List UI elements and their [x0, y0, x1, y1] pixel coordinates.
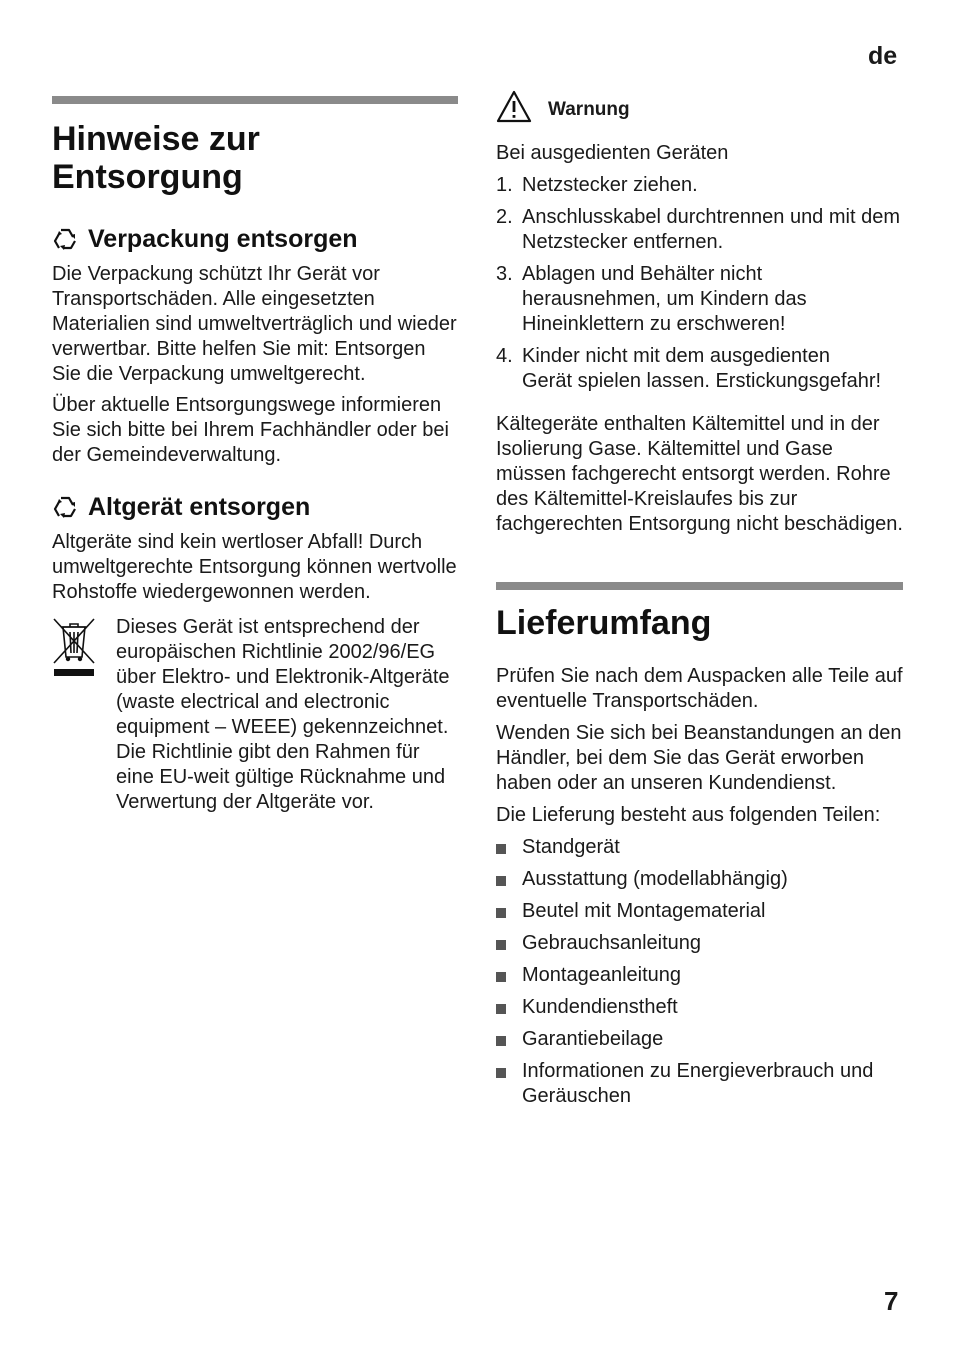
- list-item: [496, 995, 903, 1020]
- old-appliance-heading-text: Altgerät entsorgen: [88, 493, 311, 521]
- list-item: [496, 262, 903, 337]
- warning-intro: Bei ausgedienten Geräten: [496, 142, 729, 164]
- bullet-square-icon: [496, 931, 522, 956]
- bullet-square-icon: [496, 835, 522, 860]
- step-number: 2.: [496, 206, 513, 228]
- item-text: Kundendienstheft: [522, 996, 678, 1018]
- left-column: [52, 96, 458, 815]
- weee-text: Dieses Gerät ist entsprechend der europäischen Richtlinie 2002/96/EG über Elektro- und Elektronik-Altgeräte (waste electrical and electronic equipment – WEEE) gekennzeichnet. Die Richtlinie gibt den Rahmen für eine EU-weit gültige Rücknahme und Verwertung der Altgeräte vor.: [116, 616, 450, 813]
- delivery-paragraph-3: Die Lieferung besteht aus folgenden Teilen:: [496, 804, 881, 826]
- delivery-items: [496, 835, 903, 1109]
- recycle-icon: [52, 226, 78, 252]
- warning-steps: [496, 173, 903, 394]
- bullet-square-icon: [496, 963, 522, 988]
- warning-heading: [496, 90, 903, 123]
- list-item: [496, 835, 903, 860]
- recycle-icon: [52, 494, 78, 520]
- weee-icon-wrap: [52, 615, 116, 815]
- bullet-square-icon: [496, 899, 522, 924]
- list-item: [496, 1059, 903, 1109]
- list-item: [496, 344, 903, 394]
- list-item: [496, 1027, 903, 1052]
- bullet-square-icon: [496, 995, 522, 1020]
- item-text: Gebrauchsanleitung: [522, 932, 702, 954]
- list-item: [496, 963, 903, 988]
- step-text: Kinder nicht mit dem ausgedienten Gerät spielen lassen. Erstickungsgefahr!: [522, 345, 882, 392]
- delivery-paragraph-2: Wenden Sie sich bei Beanstandungen an den Händler, bei dem Sie das Gerät erworben haben oder an unseren Kundendienst.: [496, 722, 902, 794]
- step-number: 3.: [496, 263, 513, 285]
- step-text: Ablagen und Behälter nicht herausnehmen, um Kindern das Hineinklettern zu erschweren!: [522, 263, 807, 335]
- item-text: Standgerät: [522, 836, 620, 858]
- packaging-heading: [52, 224, 458, 254]
- item-text: Garantiebeilage: [522, 1028, 664, 1050]
- weee-notice: [52, 615, 458, 815]
- crossed-bin-icon: [52, 615, 96, 677]
- item-text: Ausstattung (modellabhängig): [522, 868, 788, 890]
- item-text: Informationen zu Energieverbrauch und Geräuschen: [522, 1060, 874, 1107]
- language-indicator: de: [868, 42, 898, 70]
- bullet-square-icon: [496, 1059, 522, 1109]
- section-rule: [496, 582, 903, 590]
- warning-triangle-icon: [496, 90, 532, 123]
- right-column: [496, 90, 903, 1116]
- refrigerant-paragraph: Kältegeräte enthalten Kältemittel und in der Isolierung Gase. Kältemittel und Gase müssen fachgerecht entsorgt werden. Rohre des Kältemittel-Kreislaufes bis zur fachgerechten Entsorgung nicht beschädigen.: [496, 413, 903, 535]
- section-rule: [52, 96, 458, 104]
- step-text: Netzstecker ziehen.: [522, 174, 698, 196]
- warning-label: Warnung: [548, 99, 630, 120]
- packaging-paragraph-1: Die Verpackung schützt Ihr Gerät vor Transportschäden. Alle eingesetzten Materialien sind umweltverträglich und wieder verwertbar. Bitte helfen Sie mit: Entsorgen Sie die Verpackung umweltgerecht.: [52, 263, 457, 385]
- delivery-title: Lieferumfang: [496, 604, 712, 642]
- item-text: Montageanleitung: [522, 964, 682, 986]
- list-item: [496, 205, 903, 255]
- list-item: [496, 867, 903, 892]
- step-number: 4.: [496, 345, 513, 367]
- packaging-paragraph-2: Über aktuelle Entsorgungswege informieren Sie sich bitte bei Ihrem Fachhändler oder bei der Gemeindeverwaltung.: [52, 394, 449, 466]
- disposal-title: Hinweise zur Entsorgung: [52, 120, 260, 196]
- bullet-square-icon: [496, 1027, 522, 1052]
- item-text: Beutel mit Montagematerial: [522, 900, 766, 922]
- list-item: [496, 931, 903, 956]
- old-appliance-heading: [52, 492, 458, 522]
- page-number: 7: [884, 1286, 899, 1316]
- list-item: [496, 173, 903, 198]
- step-text: Anschlusskabel durchtrennen und mit dem Netzstecker entfernen.: [522, 206, 900, 253]
- bullet-square-icon: [496, 867, 522, 892]
- delivery-paragraph-1: Prüfen Sie nach dem Auspacken alle Teile auf eventuelle Transportschäden.: [496, 665, 903, 712]
- list-item: [496, 899, 903, 924]
- old-appliance-paragraph: Altgeräte sind kein wertloser Abfall! Durch umweltgerechte Entsorgung können wertvolle Rohstoffe wiedergewonnen werden.: [52, 531, 457, 603]
- step-number: 1.: [496, 174, 513, 196]
- packaging-heading-text: Verpackung entsorgen: [88, 225, 358, 253]
